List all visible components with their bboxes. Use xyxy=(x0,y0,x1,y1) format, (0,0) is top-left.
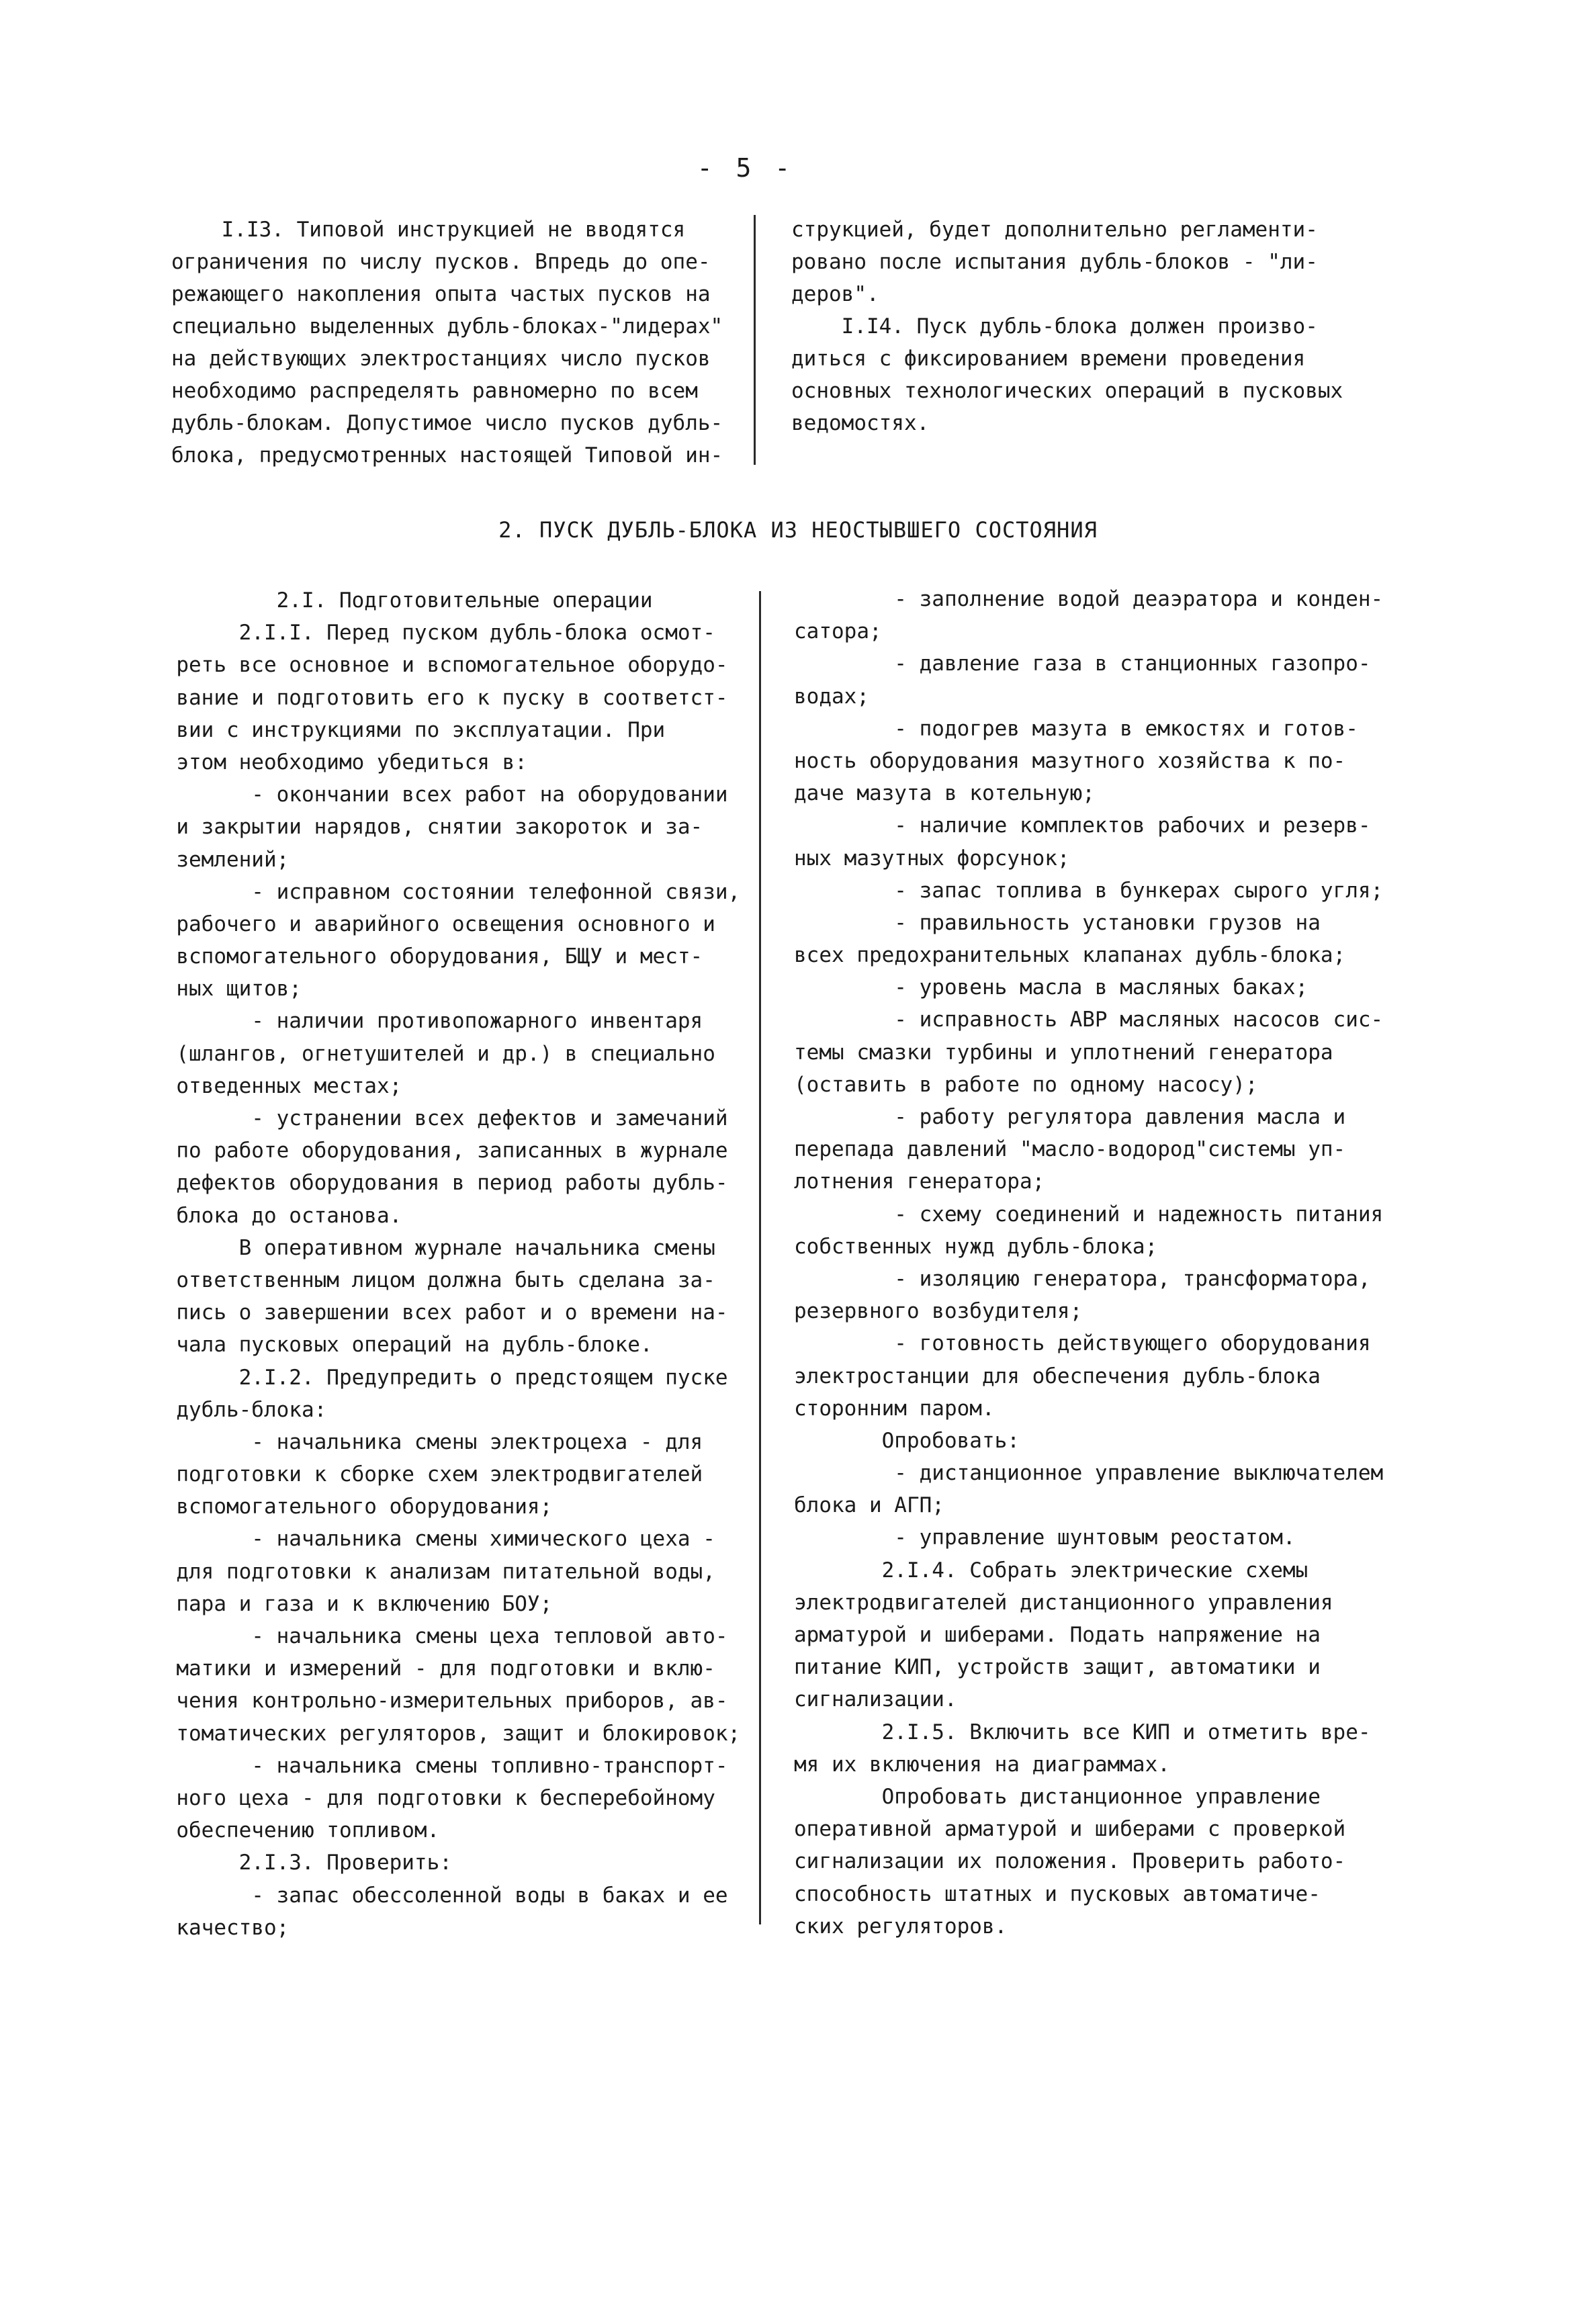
text-line: ровано после испытания дубль-блоков - "ли- xyxy=(791,250,1318,274)
text-line: 2.I.5. Включить все КИП и отметить вре- xyxy=(794,1720,1371,1744)
text-line: - устранении всех дефектов и замечаний xyxy=(151,1106,728,1130)
text-line: даче мазута в котельную; xyxy=(794,781,1095,806)
text-line: Опробовать: xyxy=(794,1428,1020,1453)
text-line: пара и газа и к включению БОУ; xyxy=(151,1591,553,1616)
text-line: вание и подготовить его к пуску в соответст- xyxy=(151,685,728,710)
text-line: ских регуляторов. xyxy=(794,1914,1008,1939)
text-line: матики и измерений - для подготовки и вклю- xyxy=(151,1656,715,1681)
bottom-column-divider xyxy=(759,591,761,1924)
top-left-column xyxy=(171,214,723,472)
text-line: I.I4. Пуск дубль-блока должен произво- xyxy=(791,314,1318,339)
text-line: дефектов оборудования в период работы дубль- xyxy=(151,1171,728,1196)
text-line: и закрытии нарядов, снятии закороток и за- xyxy=(151,815,703,840)
text-line: сторонним паром. xyxy=(794,1396,995,1421)
text-line: вии с инструкциями по эксплуатации. При xyxy=(151,717,666,742)
text-line: блока до останова. xyxy=(151,1203,402,1228)
text-line: всех предохранительных клапанах дубль-блока; xyxy=(794,943,1346,968)
bottom-right-column xyxy=(794,583,1383,1943)
text-line: специально выделенных дубль-блоках-"лидерах" xyxy=(171,314,723,339)
text-line: электродвигателей дистанционного управления xyxy=(794,1590,1333,1615)
text-line: - начальника смены цеха тепловой авто- xyxy=(151,1624,728,1648)
text-line: 2.I.I. Перед пуском дубль-блока осмот- xyxy=(151,621,715,646)
text-line: для подготовки к анализам питательной воды, xyxy=(151,1559,715,1584)
text-line: - начальника смены топливно-транспорт- xyxy=(151,1753,728,1778)
text-line: ных щитов; xyxy=(151,977,302,1002)
text-line: рабочего и аварийного освещения основного и xyxy=(151,912,715,936)
text-line: - наличие комплектов рабочих и резерв- xyxy=(794,813,1371,838)
text-line: - исправном состоянии телефонной связи, xyxy=(151,879,741,904)
text-line: - окончании всех работ на оборудовании xyxy=(151,783,728,807)
text-line: сигнализации. xyxy=(794,1687,957,1712)
text-line: чения контрольно-измерительных приборов, ав- xyxy=(151,1689,728,1714)
text-line: I.I3. Типовой инструкцией не вводятся xyxy=(171,218,686,242)
text-line: 2.I.4. Собрать электрические схемы xyxy=(794,1558,1309,1583)
top-right-column xyxy=(791,214,1343,439)
bottom-left-column xyxy=(151,584,740,1944)
text-line: электростанции для обеспечения дубль-блока xyxy=(794,1364,1321,1388)
text-line: деров". xyxy=(791,282,879,306)
text-line: на действующих электростанциях число пусков xyxy=(171,347,711,371)
text-line: чала пусковых операций на дубль-блоке. xyxy=(151,1333,653,1358)
text-line: лотнения генератора; xyxy=(794,1169,1045,1194)
text-line: (оставить в работе по одному насосу); xyxy=(794,1072,1258,1097)
text-line: - уровень масла в масляных баках; xyxy=(794,975,1309,1000)
text-line: 2.I. Подготовительные операции xyxy=(151,588,653,613)
text-line: 2.I.2. Предупредить о предстоящем пуске xyxy=(151,1365,728,1390)
text-line: реть все основное и вспомогательное оборудо- xyxy=(151,653,728,678)
text-line: качество; xyxy=(151,1915,290,1940)
text-line: основных технологических операций в пусковых xyxy=(791,379,1343,403)
text-line: ограничения по числу пусков. Впредь до опе- xyxy=(171,250,711,274)
text-line: дубль-блока: xyxy=(151,1397,327,1422)
text-line: отведенных местах; xyxy=(151,1073,402,1098)
text-line: струкцией, будет дополнительно регламенти- xyxy=(791,218,1318,242)
text-line: резервного возбудителя; xyxy=(794,1299,1083,1324)
text-line: пись о завершении всех работ и о времени на- xyxy=(151,1300,728,1325)
text-line: способность штатных и пусковых автоматиче- xyxy=(794,1881,1321,1906)
text-line: (шлангов, огнетушителей и др.) в специально xyxy=(151,1041,715,1066)
page-number: - 5 - xyxy=(697,153,795,183)
text-line: - начальника смены электроцеха - для xyxy=(151,1429,703,1454)
text-line: блока, предусмотренных настоящей Типовой ин- xyxy=(171,443,723,468)
text-line: - управление шунтовым реостатом. xyxy=(794,1525,1296,1550)
text-line: водах; xyxy=(794,684,869,709)
text-line: - заполнение водой деаэратора и конден- xyxy=(794,587,1384,611)
text-line: - исправность АВР масляных насосов сис- xyxy=(794,1008,1384,1032)
text-line: - начальника смены химического цеха - xyxy=(151,1527,715,1552)
text-line: собственных нужд дубль-блока; xyxy=(794,1234,1158,1259)
text-line: - правильность установки грузов на xyxy=(794,910,1321,935)
text-line: - подогрев мазута в емкостях и готов- xyxy=(794,716,1358,741)
text-line: ответственным лицом должна быть сделана за- xyxy=(151,1268,715,1292)
text-line: - запас топлива в бункерах сырого угля; xyxy=(794,878,1384,903)
text-line: оперативной арматурой и шиберами с проверкой xyxy=(794,1817,1346,1842)
text-line: темы смазки турбины и уплотнений генератора xyxy=(794,1040,1333,1065)
text-line: сигнализации их положения. Проверить работо- xyxy=(794,1849,1346,1874)
text-line: - дистанционное управление выключателем xyxy=(794,1461,1384,1486)
text-line: по работе оборудования, записанных в журнале xyxy=(151,1139,728,1163)
text-line: вспомогательного оборудования, БЩУ и мест- xyxy=(151,944,703,969)
text-line: вспомогательного оборудования; xyxy=(151,1495,553,1519)
text-line: этом необходимо убедиться в: xyxy=(151,750,527,774)
text-line: сатора; xyxy=(794,619,882,644)
text-line: - запас обессоленной воды в баках и ее xyxy=(151,1883,728,1908)
text-line: В оперативном журнале начальника смены xyxy=(151,1235,715,1260)
text-line: арматурой и шиберами. Подать напряжение на xyxy=(794,1623,1321,1647)
section-heading: 2. ПУСК ДУБЛЬ-БЛОКА ИЗ НЕОСТЫВШЕГО СОСТОЯНИЯ xyxy=(498,517,1098,543)
text-line: необходимо распределять равномерно по всем xyxy=(171,379,698,403)
text-line: ведомостях. xyxy=(791,411,930,435)
text-line: - изоляцию генератора, трансформатора, xyxy=(794,1266,1371,1291)
text-line: дубль-блокам. Допустимое число пусков дубль- xyxy=(171,411,723,435)
text-line: томатических регуляторов, защит и блокировок; xyxy=(151,1721,741,1746)
text-line: ных мазутных форсунок; xyxy=(794,846,1070,871)
text-line: подготовки к сборке схем электродвигателей xyxy=(151,1462,703,1487)
text-line: ность оборудования мазутного хозяйства к по- xyxy=(794,748,1346,773)
text-line: питание КИП, устройств защит, автоматики и xyxy=(794,1655,1321,1680)
text-line: мя их включения на диаграммах. xyxy=(794,1752,1170,1777)
text-line: - работу регулятора давления масла и xyxy=(794,1105,1346,1129)
text-line: ного цеха - для подготовки к бесперебойному xyxy=(151,1785,715,1810)
text-line: обеспечению топливом. xyxy=(151,1818,440,1843)
text-line: - наличии противопожарного инвентаря xyxy=(151,1009,703,1034)
top-column-divider xyxy=(754,215,756,465)
text-line: диться с фиксированием времени проведения xyxy=(791,347,1306,371)
text-line: 2.I.3. Проверить: xyxy=(151,1851,452,1875)
text-line: перепада давлений "масло-водород"системы уп- xyxy=(794,1137,1346,1162)
text-line: землений; xyxy=(151,847,290,872)
text-line: - схему соединений и надежность питания xyxy=(794,1202,1384,1227)
text-line: - давление газа в станционных газопро- xyxy=(794,652,1371,676)
text-line: - готовность действующего оборудования xyxy=(794,1331,1371,1356)
text-line: Опробовать дистанционное управление xyxy=(794,1784,1321,1809)
text-line: блока и АГП; xyxy=(794,1493,944,1518)
text-line: режающего накопления опыта частых пусков на xyxy=(171,282,711,306)
